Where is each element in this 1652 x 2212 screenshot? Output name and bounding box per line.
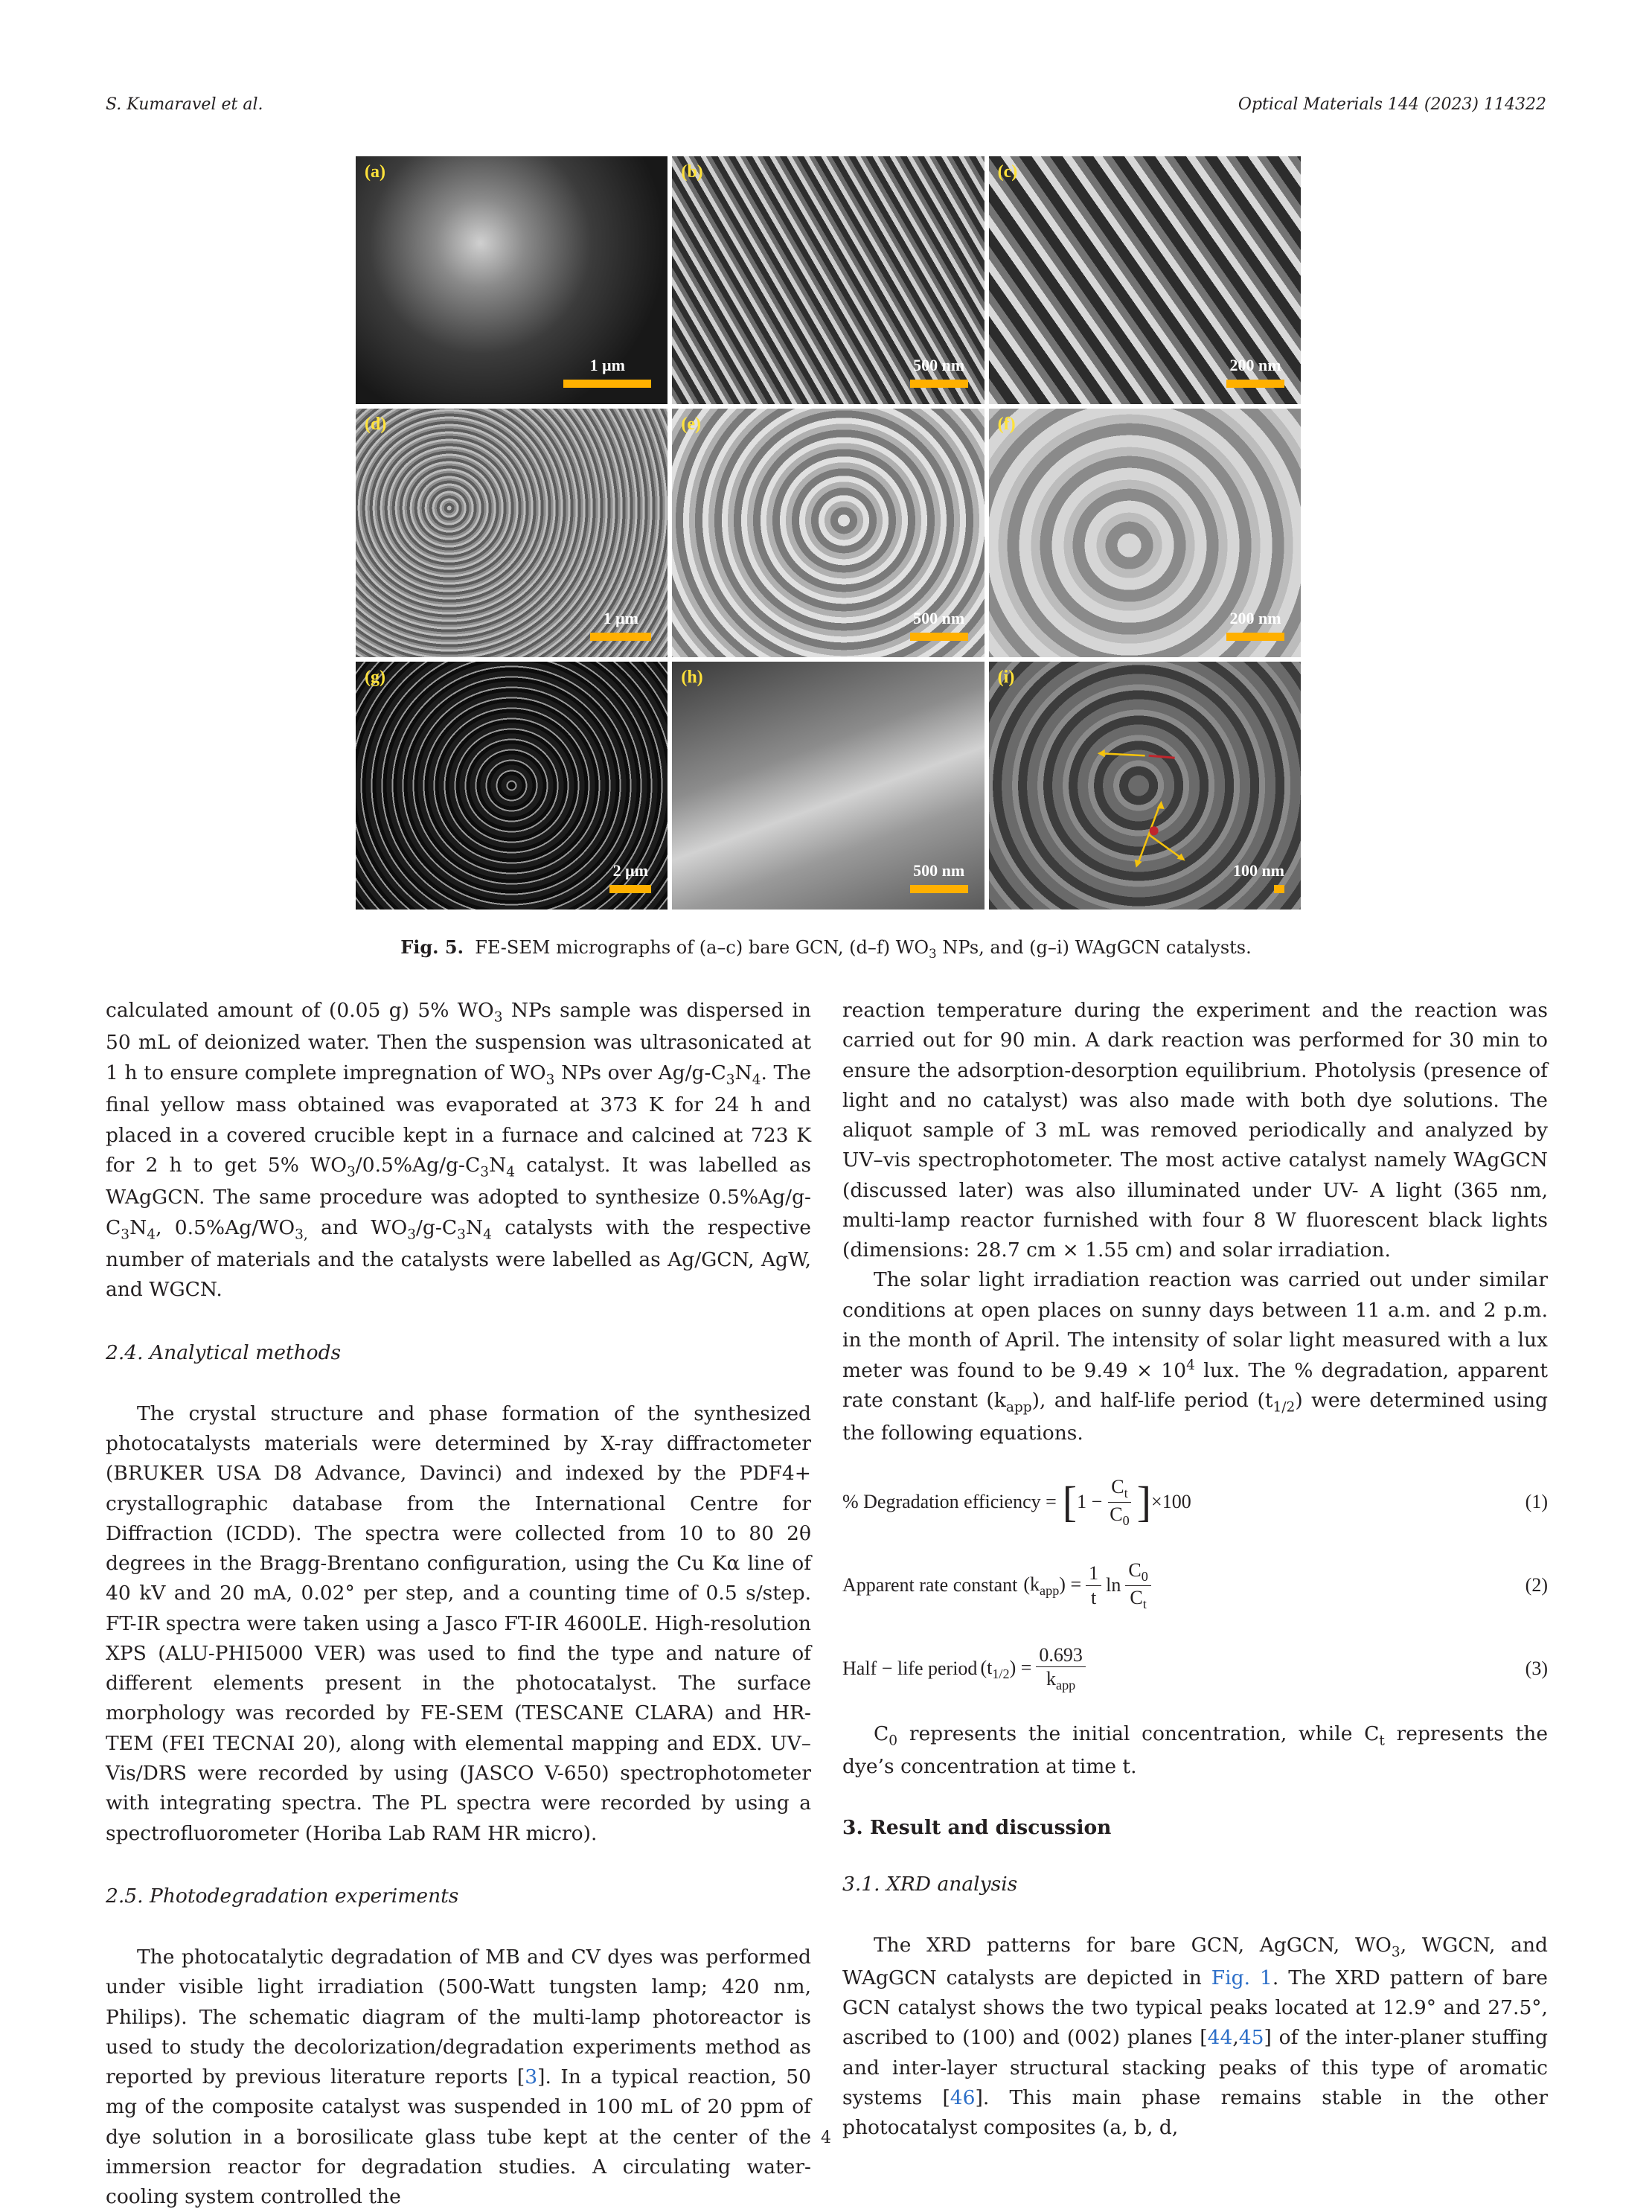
right-column bbox=[842, 996, 1548, 2143]
paragraph: The crystal structure and phase formation of the synthesized photocatalysts materials were determined by X-ray diffractometer (BRUKER USA D8 Advance, Davinci) and indexed by the PDF4+ crystallographic database from the International Centre for Diffraction (ICDD). The spectra were collected from 10 to 80 2θ degrees in the Bragg-Brentano configuration, using the Cu Kα line of 40 kV and 20 mA, 0.02° per step, and a counting time of 0.5 s/step. FT-IR spectra were taken using a Jasco FT-IR 4600LE. High-resolution XPS (ALU-PHI5000 VER) was used to find the type and nature of different elements present in the photocatalyst. The surface morphology was recorded by FE-SEM (TESCANE CLARA) and HR-TEM (FEI TECNAI 20), along with elemental mapping and EDX. UV–Vis/DRS were recorded by using (JASCO V-650) spectrophotometer with integrating spectra. The PL spectra were recorded by using a spectrofluorometer (Horiba Lab RAM HR micro). bbox=[106, 1401, 811, 1845]
figure-caption-label: Fig. 5. bbox=[400, 936, 464, 958]
running-head-journal: Optical Materials 144 (2023) 114322 bbox=[1238, 95, 1546, 114]
section-heading-3-1: 3.1. XRD analysis bbox=[842, 1873, 1018, 1896]
section-heading-2-5: 2.5. Photodegradation experiments bbox=[106, 1884, 459, 1908]
paragraph: The solar light irradiation reaction was carried out under similar conditions at open places on sunny days between 11 a.m. and 2 p.m. in the month of April. The intensity of solar light measured with a lux meter was found to be $9.49 \times 10^4$ lux. The % degradation, apparent rate constant $(k_{app})$, and half-life period $(t_{1/2})$ were determined using the following equations. bbox=[842, 1268, 1548, 1445]
micrograph-panel-g bbox=[356, 662, 667, 910]
paragraph: The photocatalytic degradation of MB and CV dyes was performed under visible light irradiation (500-Watt tungsten lamp; 420 nm, Philips). The schematic diagram of the multi-lamp photoreactor is used to study the decolorization/degradation experiments method as reported by previous literature reports [3]. In a typical reaction, 50 mg of the composite catalyst was suspended in 100 mL of 20 ppm of dye solution in a borosilicate glass tube kept at the center of the immersion reactor for degradation studies. A circulating water-cooling system controlled the bbox=[106, 1946, 811, 2209]
paragraph: The XRD patterns for bare GCN, AgGCN, $WO_3$, WGCN, and WAgGCN catalysts are depicted in Fig. 1. The XRD pattern of bare GCN catalyst shows the two typical peaks located at 12.9° and 27.5°, ascribed to (100) and (002) planes [44,45] of the inter-planer stuffing and inter-layer structural stacking peaks of this type of aromatic systems [46]. This main phase remains stable in the other photocatalyst composites (a, b, d, bbox=[842, 1934, 1548, 2140]
figure-caption bbox=[0, 936, 1652, 961]
paragraph: reaction temperature during the experiment and the reaction was carried out for 90 min. A dark reaction was performed for 30 min to ensure the adsorption-desorption equilibrium. Photolysis (presence of light and no catalyst) was also made with both dye solutions. The aliquot sample of 3 mL was removed periodically and analyzed by UV–vis spectrophotometer. The most active catalyst namely WAgGCN (discussed later) was also illuminated under UV- A light (365 nm, multi-lamp reactor furnished with four 8 W fluorescent black lights (dimensions: 28.7 cm × 1.55 cm) and solar irradiation. bbox=[842, 999, 1548, 1262]
section-heading-2-4: 2.4. Analytical methods bbox=[106, 1340, 342, 1364]
equation-lhs: Apparent rate constant bbox=[842, 1574, 1018, 1596]
scale-bar: 1 μm bbox=[590, 609, 651, 641]
panel-label: (c) bbox=[997, 162, 1018, 182]
micrograph-panel-d bbox=[356, 409, 667, 656]
scale-bar: 200 nm bbox=[1226, 609, 1284, 641]
micrograph-panel-a bbox=[356, 156, 667, 404]
scale-bar: 200 nm bbox=[1226, 356, 1284, 388]
left-column bbox=[106, 996, 811, 2212]
equation-1: % Degradation efficiency = [ 1 − $\frac{C_t}{C_0}$ ] ×100 (1) bbox=[842, 1475, 1548, 1528]
paragraph: $C_0$ represents the initial concentration, while $C_t$ represents the dye’s concentration at time t. bbox=[842, 1722, 1549, 1778]
page-number: 4 bbox=[821, 2129, 831, 2147]
scale-bar: 100 nm bbox=[1233, 861, 1284, 893]
equation-tail: ×100 bbox=[1151, 1491, 1191, 1513]
micrograph-panel-e bbox=[672, 409, 984, 656]
micrograph-panel-h bbox=[672, 662, 984, 910]
equation-2: Apparent rate constant $(k_{app})$ = $\frac{1}{t}$ ln $\frac{C_0}{C_t}$ (2) bbox=[842, 1559, 1548, 1611]
panel-label: (g) bbox=[365, 667, 385, 687]
equation-number: (2) bbox=[1525, 1574, 1548, 1596]
scale-bar: 500 nm bbox=[910, 861, 968, 893]
scale-bar: 500 nm bbox=[910, 356, 968, 388]
running-head-authors: S. Kumaravel et al. bbox=[106, 95, 263, 114]
equation-lhs: % Degradation efficiency = bbox=[842, 1491, 1057, 1513]
section-heading-3: 3. Result and discussion bbox=[842, 1815, 1112, 1839]
panel-label: (d) bbox=[365, 415, 387, 435]
panel-label: (b) bbox=[681, 162, 703, 182]
equation-3: Half − life period $(t_{1/2})$ = $\frac{0.693}{k_{app}}$ (3) bbox=[842, 1643, 1548, 1693]
figure-caption-text: FE-SEM micrographs of (a–c) bare GCN, (d–f) $WO_3$ NPs, and (g–i) WAgGCN catalysts. bbox=[475, 937, 1252, 961]
panel-label: (f) bbox=[997, 415, 1016, 435]
equation-number: (3) bbox=[1525, 1658, 1548, 1680]
panel-label: (h) bbox=[681, 667, 703, 687]
micrograph-panel-f bbox=[989, 409, 1301, 656]
panel-label: (i) bbox=[997, 667, 1015, 687]
micrograph-panel-b bbox=[672, 156, 984, 404]
micrograph-panel-c bbox=[989, 156, 1301, 404]
micrograph-panel-i bbox=[989, 662, 1301, 910]
paragraph: calculated amount of (0.05 g) 5% $WO_3$ NPs sample was dispersed in 50 mL of deionized water. Then the suspension was ultrasonicated at 1 h to ensure complete impregnation of $WO_3$ NPs over $Ag/g-C_3N_4$. The final yellow mass obtained was evaporated at 373 K for 24 h and placed in a covered crucible kept in a furnace and calcined at 723 K for 2 h to get 5% $WO_3/0.5\%Ag/g-C_3N_4$ catalyst. It was labelled as WAgGCN. The same procedure was adopted to synthesize $0.5\%Ag/g-C_3N_4$, $0.5\%Ag/WO_{3,}$ and $WO_3/g-C_3N_4$ catalysts with the respective number of materials and the catalysts were labelled as Ag/GCN, AgW, and WGCN. bbox=[106, 999, 811, 1302]
equation-number: (1) bbox=[1525, 1491, 1548, 1513]
panel-label: (e) bbox=[681, 415, 701, 435]
equation-lhs: Half − life period bbox=[842, 1658, 978, 1680]
scale-bar: 1 μm bbox=[563, 356, 651, 388]
scale-bar: 2 μm bbox=[609, 861, 651, 893]
panel-label: (a) bbox=[365, 162, 385, 182]
scale-bar: 500 nm bbox=[910, 609, 968, 641]
fe-sem-figure bbox=[356, 156, 1301, 910]
